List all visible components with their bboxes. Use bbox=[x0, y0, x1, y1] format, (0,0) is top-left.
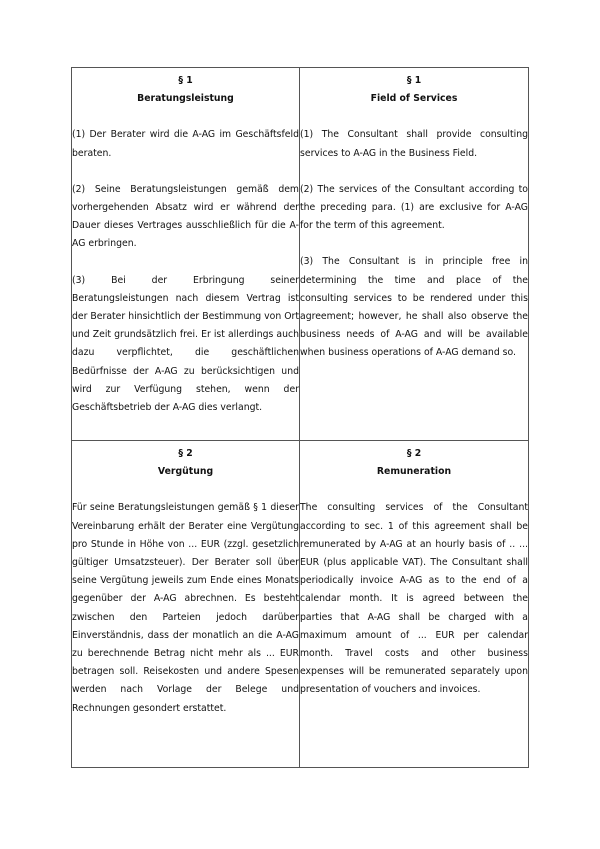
section-title: Beratungsleistung bbox=[137, 93, 234, 105]
section-1-english-cell bbox=[300, 68, 529, 441]
paragraph: (3) The Consultant is in principle free in determining the time and place of the consulting services to be rendered under this agreement; however, he shall also observe the business needs of A-AG and will be available when business operations of A-AG demand so. bbox=[300, 256, 528, 359]
section-1-german-cell bbox=[72, 68, 300, 441]
section-number: § 1 bbox=[178, 75, 193, 86]
paragraph: (1) Der Berater wird die A-AG im Geschäftsfeld beraten. bbox=[72, 129, 299, 159]
section-2-german-cell bbox=[72, 441, 300, 768]
paragraph: Für seine Beratungsleistungen gemäß § 1 dieser Vereinbarung erhält der Berater eine Vergütung pro Stunde in Höhe von ... EUR (zzgl. gesetzlich gültiger Umsatzsteuer). Der Berater soll über seine Vergütung jeweils zum Ende eines Monats gegenüber der A-AG abrechnen. Es besteht zwischen den Parteien jedoch darüber Einverständnis, dass der monatlich an die A-AG zu berechnende Betrag nicht mehr als ... EUR betragen soll. Reisekosten und andere Spesen werden nach Vorlage der Belege und Rechnungen gesondert erstattet. bbox=[72, 502, 299, 714]
bilingual-contract-table bbox=[71, 67, 529, 768]
section-1-row bbox=[72, 68, 529, 441]
section-number: § 1 bbox=[406, 75, 422, 86]
section-title: Vergütung bbox=[157, 466, 214, 478]
paragraph: (1) The Consultant shall provide consulting services to A-AG in the Business Field. bbox=[300, 129, 528, 159]
paragraph: The consulting services of the Consultant according to sec. 1 of this agreement shall be remunerated by A-AG at an hourly basis of .. ... EUR (plus applicable VAT). The Consultant shall periodically invoice A-AG as to the end of a calendar month. It is agreed between the parties that A-AG shall be charged with a maximum amount of ... EUR per calendar month. Travel costs and other business expenses will be remunerated separately upon presentation of vouchers and invoices. bbox=[300, 502, 528, 696]
section-number: § 2 bbox=[406, 448, 422, 459]
paragraph: (3) Bei der Erbringung seiner Beratungsleistungen nach diesem Vertrag ist der Berater hinsichtlich der Bestimmung von Ort und Zeit grundsätzlich frei. Er ist allerdings auch dazu verpflichtet, die geschäftlichen Bedürfnisse der A-AG zu berücksichtigen und wird zur Verfügung stehen, wenn der Geschäftsbetrieb der A-AG dies verlangt. bbox=[72, 274, 299, 414]
paragraph: (2) Seine Beratungsleistungen gemäß dem vorhergehenden Absatz wird er während der Dauer dieses Vertrages ausschließlich für die A-AG erbringen. bbox=[72, 183, 299, 250]
section-title: Remuneration bbox=[376, 466, 452, 478]
paragraph: (2) The services of the Consultant according to the preceding para. (1) are exclusive for A-AG for the term of this agreement. bbox=[300, 183, 528, 232]
section-2-row bbox=[72, 441, 529, 768]
section-2-english-cell bbox=[300, 441, 529, 768]
section-number: § 2 bbox=[178, 448, 193, 459]
section-title: Field of Services bbox=[370, 93, 458, 105]
